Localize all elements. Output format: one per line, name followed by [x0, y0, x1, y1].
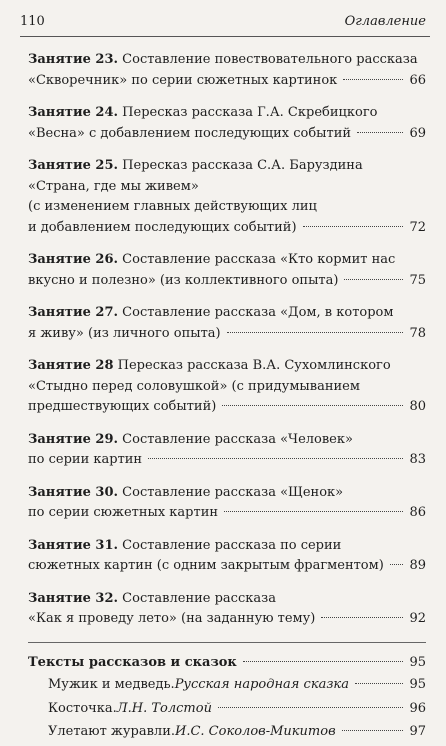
- dot-leader: [243, 661, 404, 662]
- toc-entry[interactable]: [28, 303, 426, 344]
- lesson-title: Составление рассказа «Дом, в котором: [122, 305, 394, 320]
- lesson-title: Пересказ рассказа В.А. Сухомлинского: [117, 358, 391, 373]
- toc-entry-text: [28, 52, 418, 67]
- dot-leader: [344, 279, 403, 280]
- toc-entry-text: [28, 450, 142, 471]
- toc-entry-text: [28, 324, 221, 345]
- toc-entry-text: [28, 305, 393, 320]
- page-ref: 80: [409, 399, 426, 414]
- lesson-label: Занятие 26.: [28, 252, 119, 267]
- story-author: Русская народная сказка: [174, 677, 349, 692]
- lesson-label: Занятие 28: [28, 358, 114, 373]
- page-ref: 72: [409, 219, 426, 235]
- lesson-title: Составление рассказа: [122, 590, 276, 606]
- page-ref: 92: [409, 611, 426, 626]
- toc-entry-text: [28, 556, 384, 577]
- lesson-title: (с изменением главных действующих лиц: [28, 199, 317, 214]
- page-ref: 83: [409, 452, 426, 467]
- dot-leader: [303, 226, 404, 227]
- toc-entry-line: [28, 177, 426, 198]
- dot-leader: [342, 730, 404, 731]
- toc-entry-line: [28, 556, 426, 577]
- toc-entry-text: [28, 105, 377, 120]
- toc-entry-text: [28, 158, 363, 173]
- lesson-title: «Страна, где мы живем»: [28, 178, 199, 194]
- lesson-title: Составление рассказа по серии: [122, 537, 342, 553]
- toc-entry-line: [28, 250, 426, 271]
- toc-entry-line: [28, 356, 426, 377]
- story-author: Л.Н. Толстой: [116, 700, 212, 716]
- story-author: И.С. Соколов-Микитов: [175, 724, 336, 739]
- dot-leader: [222, 405, 403, 406]
- lesson-label: Занятие 30.: [28, 484, 119, 500]
- page-ref: 95: [409, 654, 426, 670]
- toc-entry-line: [28, 609, 426, 630]
- toc-entry-text: [28, 358, 391, 373]
- story-entry[interactable]: [48, 675, 426, 696]
- lesson-label: Занятие 23.: [28, 52, 119, 67]
- page-ref: 75: [409, 272, 426, 288]
- toc-entry-line: [28, 197, 426, 218]
- toc-entry-text: [28, 609, 315, 630]
- toc-entry-line: [28, 536, 426, 557]
- toc-entry-text: [28, 271, 338, 292]
- page-ref: 86: [409, 505, 426, 520]
- lesson-title: вкусно и полезно» (из коллективного опыта): [28, 272, 339, 288]
- dot-leader: [390, 564, 404, 565]
- lesson-title: Пересказ рассказа Г.А. Скребицкого: [122, 105, 378, 120]
- lesson-label: Занятие 27.: [28, 305, 119, 320]
- dot-leader: [224, 511, 403, 512]
- toc-entry-line: [28, 271, 426, 292]
- story-list: [28, 675, 426, 743]
- toc-entry-text: [28, 538, 341, 553]
- lesson-title: Составление повествовательного рассказа: [122, 52, 418, 67]
- toc-entry-text: [28, 252, 395, 267]
- toc-entry[interactable]: [28, 250, 426, 291]
- toc-entry-line: [28, 450, 426, 471]
- toc-entry-text: [28, 71, 337, 92]
- lesson-title: «Как я проведу лето» (на заданную тему): [28, 611, 316, 626]
- dot-leader: [357, 132, 403, 133]
- toc-entry-text: [28, 124, 351, 145]
- toc-entry-text: [28, 379, 360, 394]
- lesson-title: «Скворечник» по серии сюжетных картинок: [28, 72, 338, 88]
- lesson-label: Занятие 31.: [28, 537, 119, 553]
- toc-entry[interactable]: [28, 483, 426, 524]
- toc-entry-line: [28, 50, 426, 71]
- toc-entry[interactable]: [28, 103, 426, 144]
- toc-entry-line: [28, 71, 426, 92]
- toc-entry[interactable]: [28, 430, 426, 471]
- story-entry[interactable]: [48, 699, 426, 720]
- toc-entry-text: [28, 199, 317, 214]
- lesson-label: Занятие 24.: [28, 105, 119, 120]
- section-title: Тексты рассказов и сказок: [28, 654, 237, 670]
- dot-leader: [148, 458, 403, 459]
- story-title: Косточка.: [48, 700, 117, 716]
- section-heading-entry[interactable]: [28, 653, 426, 674]
- dot-leader: [218, 707, 403, 708]
- toc-entry[interactable]: [28, 156, 426, 238]
- page-ref: 66: [409, 72, 426, 88]
- toc-entry-text: [28, 397, 216, 418]
- toc-entry-line: [28, 377, 426, 398]
- page-ref: 97: [409, 724, 426, 739]
- lesson-label: Занятие 29.: [28, 431, 119, 447]
- lesson-title: «Стыдно перед соловушкой» (с придумыванием: [28, 378, 360, 394]
- toc-entry[interactable]: [28, 50, 426, 91]
- toc-entry-text: [28, 432, 353, 447]
- toc-entry-line: [28, 503, 426, 524]
- page-ref: 89: [409, 558, 426, 573]
- section-divider: [28, 642, 426, 643]
- page-ref: 78: [409, 325, 426, 341]
- lesson-title: Пересказ рассказа С.А. Баруздина: [122, 158, 363, 173]
- toc-entry-line: [28, 324, 426, 345]
- story-title: Улетают журавли.: [48, 724, 175, 739]
- dot-leader: [227, 332, 404, 333]
- toc-entry-line: [28, 483, 426, 504]
- lesson-title: Составление рассказа «Щенок»: [122, 484, 344, 500]
- toc-entry-text: [28, 218, 297, 239]
- toc-entry-text: [28, 503, 218, 524]
- lesson-label: Занятие 32.: [28, 590, 119, 606]
- dot-leader: [355, 683, 404, 684]
- toc-entry-line: [28, 124, 426, 145]
- dot-leader: [343, 79, 403, 80]
- running-title: Оглавление: [344, 14, 426, 29]
- story-title: Мужик и медведь.: [48, 677, 175, 692]
- page-number: 110: [20, 14, 45, 29]
- toc-entry-text: [28, 591, 276, 606]
- dot-leader: [321, 617, 403, 618]
- toc-entry-line: [28, 303, 426, 324]
- lesson-title: «Весна» с добавлением последующих событий: [28, 125, 352, 141]
- lesson-title: Составление рассказа «Человек»: [122, 431, 353, 447]
- toc-entry-line: [28, 103, 426, 124]
- toc-entry-text: [28, 485, 343, 500]
- toc-entry-line: [28, 397, 426, 418]
- toc-entry-line: [28, 653, 426, 674]
- toc-entry[interactable]: [28, 356, 426, 418]
- lesson-title: предшествующих событий): [28, 399, 217, 414]
- page-ref: 95: [409, 677, 426, 692]
- toc-entry[interactable]: [28, 536, 426, 577]
- toc-entry-line: [28, 589, 426, 610]
- lesson-title: Составление рассказа «Кто кормит нас: [122, 252, 396, 267]
- lesson-label: Занятие 25.: [28, 158, 119, 173]
- table-of-contents: [28, 50, 426, 746]
- page-header: [20, 12, 430, 37]
- lesson-title: по серии картин: [28, 452, 143, 467]
- toc-entry-line: [28, 430, 426, 451]
- story-entry[interactable]: [48, 722, 426, 743]
- lesson-title: сюжетных картин (с одним закрытым фрагментом): [28, 558, 384, 573]
- toc-entry-text: [28, 179, 199, 194]
- lesson-title: и добавлением последующих событий): [28, 219, 297, 235]
- toc-entry-line: [28, 218, 426, 239]
- toc-entry-line: [28, 156, 426, 177]
- lesson-title: я живу» (из личного опыта): [28, 325, 221, 341]
- page-ref: 69: [409, 125, 426, 141]
- toc-entry[interactable]: [28, 589, 426, 630]
- page-ref: 96: [409, 700, 426, 716]
- lesson-title: по серии сюжетных картин: [28, 505, 219, 520]
